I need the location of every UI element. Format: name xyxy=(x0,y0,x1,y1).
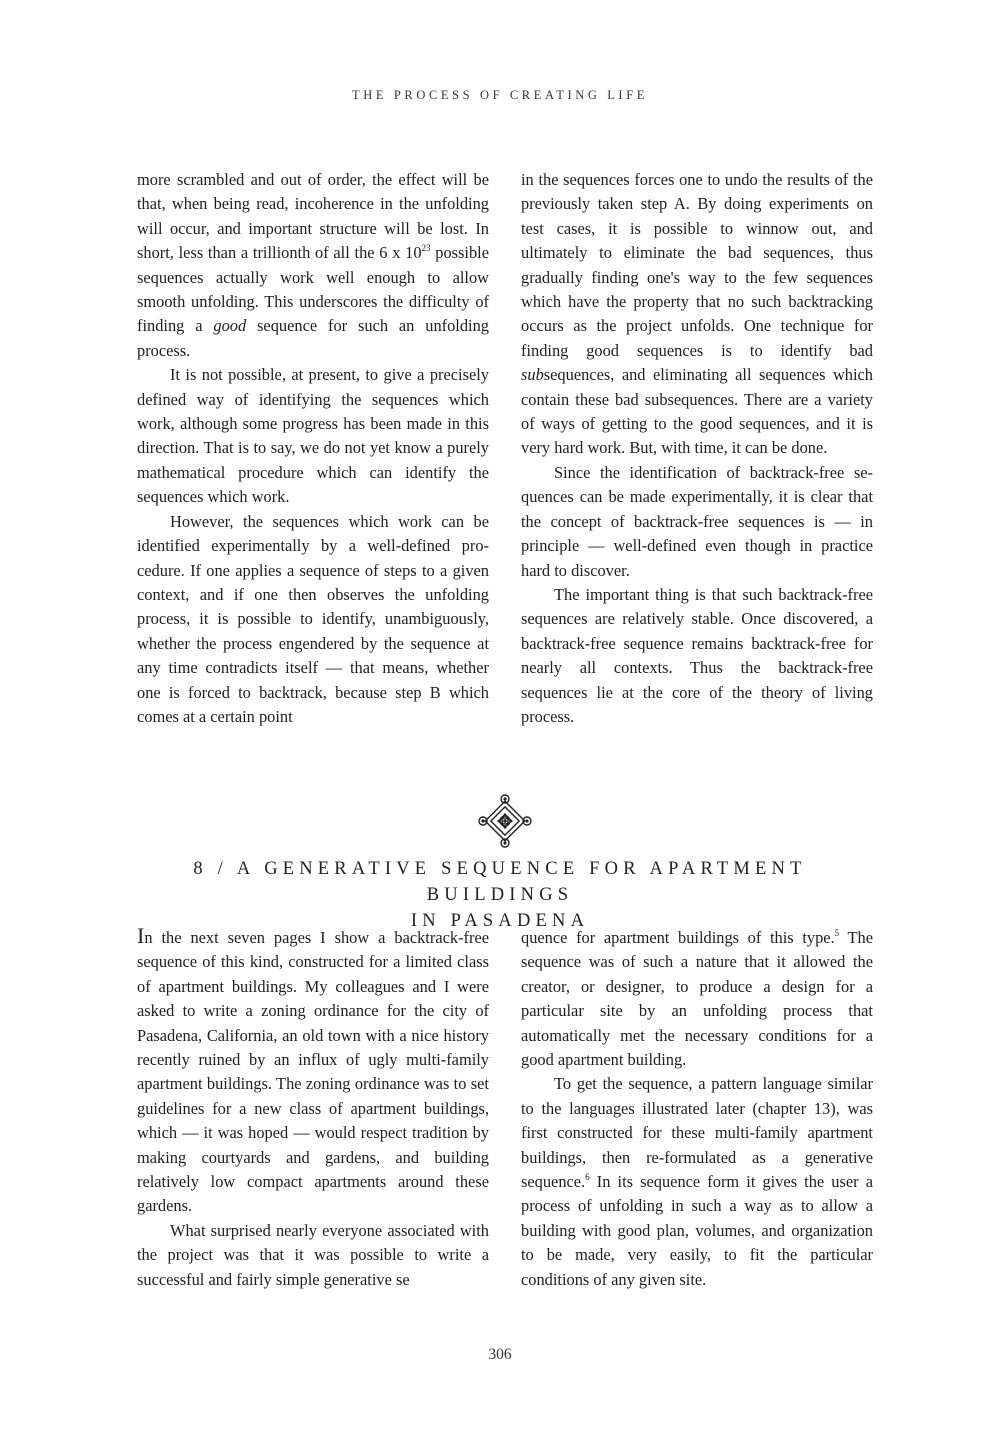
paragraph: Since the identification of backtrack-free sequences can be made experimentally, it is clear that the concept of backtrack-free sequences is — in principle — well-defined even though in practice hard to discover. xyxy=(521,462,873,580)
paragraph: In the next seven pages I show a backtrack-free sequence of this kind, constructed for a limited class of apartment buildings. My colleagues and I were asked to write a zoning ordinance for the city of Pasadena, California, an old town with a nice history recently ruined by an influx of ugly multi-family apartment buildings. The zoning ordinance was to set guidelines for a new class of apartment buildings, which — it was hoped — would respect tradition by making courtyards and gardens, and building relatively low compact apartments around these gardens. xyxy=(137,923,489,1216)
section-heading-line: 8 / A GENERATIVE SEQUENCE FOR APARTMENT BUILDINGS xyxy=(193,859,807,905)
footnote-marker: 5 xyxy=(834,928,840,938)
emphasis: sub xyxy=(521,365,544,385)
initial-letter: I xyxy=(137,923,145,948)
paragraph: The important thing is that such backtrack-free sequences are relatively stable. Once discovered, a backtrack-free sequence remains backtrack-free for nearly all contexts. Thus the backtrack-free sequences lie at the core of the theory of living process. xyxy=(521,584,873,726)
footnote-marker: 6 xyxy=(585,1172,590,1183)
ornament-icon xyxy=(478,794,532,848)
section-heading xyxy=(120,856,880,934)
column-left-top xyxy=(137,168,489,729)
section-heading-line: IN PASADENA xyxy=(410,911,590,931)
column-right-top xyxy=(521,168,873,729)
running-head: THE PROCESS OF CREATING LIFE xyxy=(352,88,648,102)
paragraph: However, the sequences which work can be identified experimentally by a well-defined procedure. If one applies a sequence of steps to a given context, and if one then observes the unfolding process, it is possible to identify, unambiguously, whether the process engendered by the sequence at any time contradicts itself — that means, whether one is forced to backtrack, because step B which comes at a certain point xyxy=(137,511,489,726)
paragraph: more scrambled and out of order, the effect will be that, when being read, incoherence in the unfolding will occur, and important structure will be lost. In short, less than a trillionth of all the 6 x $10^{23}$ possible sequences actually work well enough to allow smooth unfolding. This underscores the difficulty of finding a good sequence for such an unfolding process. xyxy=(137,170,489,360)
column-left-bottom xyxy=(137,923,489,1292)
paragraph: in the sequences forces one to undo the results of the previously taken step A. By doing experiments on test cases, it is possible to winnow out, and ultimately to eliminate the bad sequences, thus gradually finding one's way to the few sequences which have the property that no such backtracking occurs as the project unfolds. One technique for finding good sequences is to identify bad subsequences, and eliminating all sequences which contain these bad subsequences. There are a variety of ways of getting to the good sequences, and it is very hard work. But, with time, it can be done. xyxy=(521,170,873,458)
page-number: 306 xyxy=(488,1346,512,1363)
paragraph: To get the sequence, a pattern language similar to the languages illustrated later (chapter 13), was first constructed for these multi-family apartment buildings, then re-formulated as a generative sequence.$^6$ In its sequence form it gives the user a process of unfolding in such a way as to allow a building with good plan, volumes, and organization to be made, very easily, to fit the particular conditions of any given site. xyxy=(521,1074,873,1289)
paragraph: quence for apartment buildings of this type.$^5$ The sequence was of such a nature that it allowed the creator, or designer, to produce a design for a particular site by an unfolding process that automatically met the necessary conditions for a good apartment building. xyxy=(521,928,873,1070)
column-right-bottom xyxy=(521,926,873,1292)
superscript-exponent: 23 xyxy=(421,243,431,254)
emphasis: good xyxy=(213,316,247,336)
paragraph: What surprised nearly everyone associated with the project was that it was possible to write a successful and fairly simple generative se xyxy=(137,1220,489,1289)
paragraph: It is not possible, at present, to give a precisely defined way of identifying the sequences which work, although some progress has been made in this direction. That is to say, we do not yet know a purely mathematical procedure which can identify the sequences which work. xyxy=(137,365,489,507)
